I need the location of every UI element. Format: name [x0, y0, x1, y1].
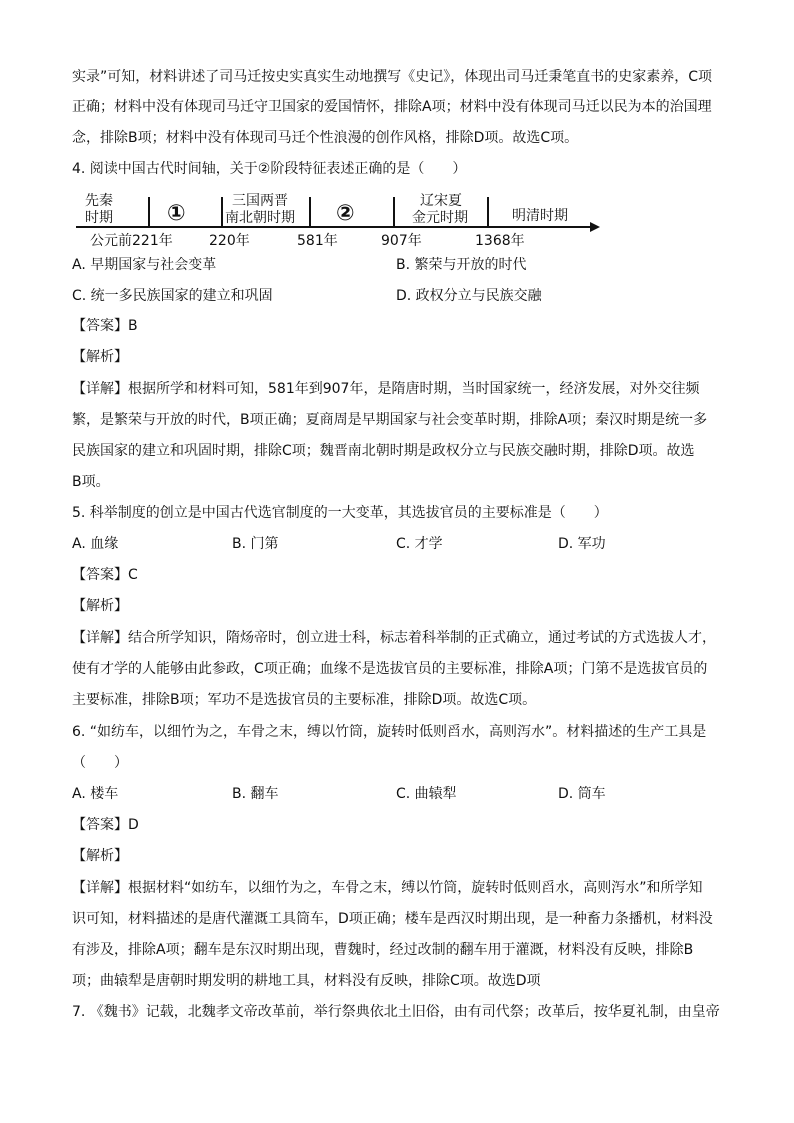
timeline-arrow-icon	[590, 222, 600, 232]
period-three-kingdoms-2: 南北朝时期	[225, 210, 295, 226]
q7-stem: 7. 《魏书》记载，北魏孝文帝改革前，举行祭典依北土旧俗，由有司代祭；改革后，按华夏礼制，由皇帝	[72, 1004, 720, 1020]
date-1368: 1368年	[475, 233, 525, 249]
period-liao-song-2: 金元时期	[412, 210, 468, 226]
q5-stem: 5. 科举制度的创立是中国古代选官制度的一大变革，其选拔官员的主要标准是（ ）	[72, 505, 608, 521]
q4-option-a: A. 早期国家与社会变革	[72, 257, 217, 273]
intro-line-1: 实录”可知，材料讲述了司马迁按史实真实生动地撰写《史记》，体现出司马迁秉笔直书的史家素养，C项	[72, 69, 713, 85]
q4-stem: 4. 阅读中国古代时间轴，关于②阶段特征表述正确的是（ ）	[72, 161, 467, 177]
q6-stem-line-2: （ ）	[72, 755, 128, 771]
q5-option-d: D. 军功	[558, 536, 606, 552]
period-pre-qin-2: 时期	[85, 210, 113, 226]
q6-answer: 【答案】D	[72, 817, 139, 833]
q5-answer: 【答案】C	[72, 567, 138, 583]
q5-detail-line-2: 使有才学的人能够由此参政，C项正确；血缘不是选拔官员的主要标准，排除A项；门第不是选拔官员的	[72, 661, 708, 677]
q4-detail-line-4: B项。	[72, 474, 110, 490]
period-marker-1: ①	[167, 201, 186, 226]
q4-detail-line-2: 繁，是繁荣与开放的时代，B项正确；夏商周是早期国家与社会变革时期，排除A项；秦汉时期是统一多	[72, 412, 708, 428]
q4-option-c: C. 统一多民族国家的建立和巩固	[72, 288, 273, 304]
q5-detail-line-1: 【详解】结合所学知识，隋炀帝时，创立进士科，标志着科举制的正式确立，通过考试的方式选拔人才，	[72, 630, 716, 646]
period-marker-2: ②	[336, 201, 355, 226]
q5-option-a: A. 血缘	[72, 536, 119, 552]
q5-option-b: B. 门第	[232, 536, 279, 552]
q4-answer: 【答案】B	[72, 318, 138, 334]
q5-detail-line-3: 主要标准，排除B项；军功不是选拔官员的主要标准，排除D项。故选C项。	[72, 692, 537, 708]
date-581: 581年	[297, 233, 338, 249]
q6-detail-line-2: 识可知，材料描述的是唐代灌溉工具筒车，D项正确；楼车是西汉时期出现，是一种畜力条播机，材料没	[72, 911, 713, 927]
q6-option-c: C. 曲辕犁	[396, 786, 457, 802]
q6-option-a: A. 楼车	[72, 786, 119, 802]
q6-detail-line-4: 项；曲辕犁是唐朝时期发明的耕地工具，材料没有反映，排除C项。故选D项	[72, 973, 541, 989]
q6-option-b: B. 翻车	[232, 786, 279, 802]
period-ming-qing: 明清时期	[512, 208, 568, 224]
q6-detail-line-1: 【详解】根据材料“如纺车，以细竹为之，车骨之末，缚以竹筒，旋转时低则舀水，高则泻水”和所学知	[72, 880, 703, 896]
q6-detail-line-3: 有涉及，排除A项；翻车是东汉时期出现，曹魏时，经过改制的翻车用于灌溉，材料没有反映，排除B	[72, 942, 694, 958]
q6-stem-line-1: 6. “如纺车，以细竹为之，车骨之末，缚以竹筒，旋转时低则舀水，高则泻水”。材料描述的生产工具是	[72, 724, 707, 740]
period-pre-qin-1: 先秦	[85, 193, 113, 209]
intro-line-3: 念，排除B项；材料中没有体现司马迁个性浪漫的创作风格，排除D项。故选C项。	[72, 130, 579, 146]
q5-analysis-heading: 【解析】	[72, 598, 128, 614]
q4-detail-line-1: 【详解】根据所学和材料可知，581年到907年，是隋唐时期，当时国家统一，经济发展，对外交往频	[72, 381, 700, 397]
q6-option-d: D. 筒车	[558, 786, 606, 802]
q4-option-d: D. 政权分立与民族交融	[396, 288, 542, 304]
timeline-svg	[72, 189, 612, 249]
timeline-figure	[72, 189, 612, 249]
date-221bc: 公元前221年	[90, 233, 173, 249]
date-220: 220年	[209, 233, 250, 249]
period-three-kingdoms-1: 三国两晋	[232, 193, 288, 209]
intro-line-2: 正确；材料中没有体现司马迁守卫国家的爱国情怀，排除A项；材料中没有体现司马迁以民为本的治国理	[72, 99, 712, 115]
q5-option-c: C. 才学	[396, 536, 443, 552]
q4-detail-line-3: 民族国家的建立和巩固时期，排除C项；魏晋南北朝时期是政权分立与民族交融时期，排除D项。故选	[72, 443, 695, 459]
q6-analysis-heading: 【解析】	[72, 848, 128, 864]
q4-option-b: B. 繁荣与开放的时代	[396, 257, 527, 273]
period-liao-song-1: 辽宋夏	[420, 193, 462, 209]
date-907: 907年	[381, 233, 422, 249]
q4-analysis-heading: 【解析】	[72, 349, 128, 365]
